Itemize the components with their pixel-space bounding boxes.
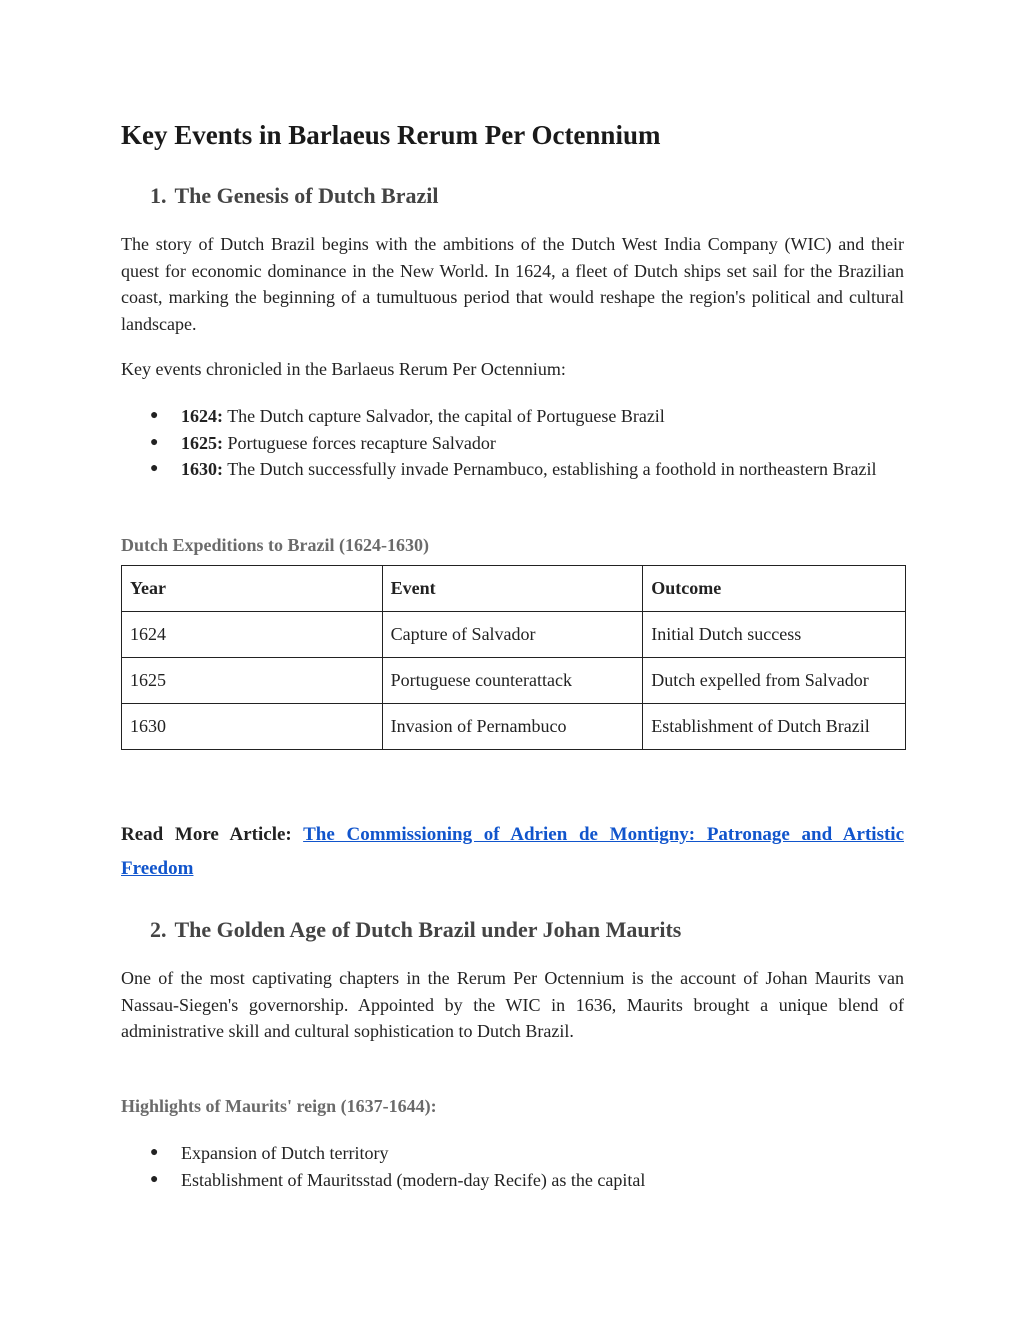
bullet-icon: ● [150,461,159,476]
event-text: The Dutch capture Salvador, the capital of Portuguese Brazil [227,406,665,426]
table-cell: Initial Dutch success [643,612,906,658]
bullet-icon: ● [150,1171,159,1187]
table-caption: Dutch Expeditions to Brazil (1624-1630) [121,535,429,555]
section-number: 1. [150,183,167,208]
section-heading-1 [150,181,439,211]
table-header-cell: Event [382,566,643,612]
event-year: 1625: [181,432,223,453]
event-year: 1630: [181,459,223,479]
section-2-intro: One of the most captivating chapters in the Rerum Per Octennium is the account of Johan Maurits van Nassau-Siegen's governorship. Appointed by the WIC in 1636, Maurits brought a unique blend of administrative skill and cultural sophistication to Dutch Brazil. [121,968,904,1041]
bullet-icon: ● [150,434,159,450]
event-list-item [121,430,904,457]
table-row [122,704,906,750]
event-year: 1624: [181,406,223,426]
highlight-text: Expansion of Dutch territory [181,1143,389,1163]
table-cell: Dutch expelled from Salvador [643,658,906,704]
event-text: Portuguese forces recapture Salvador [227,432,496,453]
highlight-list-item [121,1140,904,1167]
table-row [122,658,906,704]
table-cell: Invasion of Pernambuco [382,704,643,750]
table-cell: Capture of Salvador [382,612,643,658]
read-more-link[interactable]: The Commissioning of Adrien de Montigny: Patronage and Artistic Freedom [121,824,904,879]
section-number: 2. [150,917,167,942]
bullet-icon: ● [150,408,159,423]
section-heading-2 [150,915,681,945]
table-cell: 1625 [122,658,383,704]
read-more [121,818,904,886]
section-1-intro: The story of Dutch Brazil begins with the ambitions of the Dutch West India Company (WIC) and their quest for economic dominance in the New World. In 1624, a fleet of Dutch ships set sail for the Brazilian coast, marking the beginning of a tumultuous period that would reshape the region's political and cultural landscape. [121,234,904,334]
table-cell: 1624 [122,612,383,658]
table-header-cell: Year [122,566,383,612]
event-list-item [121,456,904,483]
table-cell: 1630 [122,704,383,750]
event-list-item [121,403,904,430]
highlight-text: Establishment of Mauritsstad (modern-day Recife) as the capital [181,1169,646,1190]
table-cell: Establishment of Dutch Brazil [643,704,906,750]
highlights-list [121,1140,904,1193]
expeditions-table [121,565,906,750]
table-cell: Portuguese counterattack [382,658,643,704]
table-header-row [122,566,906,612]
bullet-icon: ● [150,1145,159,1160]
page-title: Key Events in Barlaeus Rerum Per Octennium [121,120,661,150]
section-title: The Genesis of Dutch Brazil [174,183,439,208]
table-row [122,612,906,658]
highlights-heading: Highlights of Maurits' reign (1637-1644): [121,1096,437,1116]
section-title: The Golden Age of Dutch Brazil under Johan Maurits [174,917,682,942]
highlight-list-item [121,1167,904,1194]
table-header-cell: Outcome [643,566,906,612]
read-more-label: Read More Article: [121,824,292,845]
event-text: The Dutch successfully invade Pernambuco, establishing a foothold in northeastern Brazil [227,459,877,479]
events-lead-text: Key events chronicled in the Barlaeus Rerum Per Octennium: [121,359,566,379]
events-list [121,403,904,483]
